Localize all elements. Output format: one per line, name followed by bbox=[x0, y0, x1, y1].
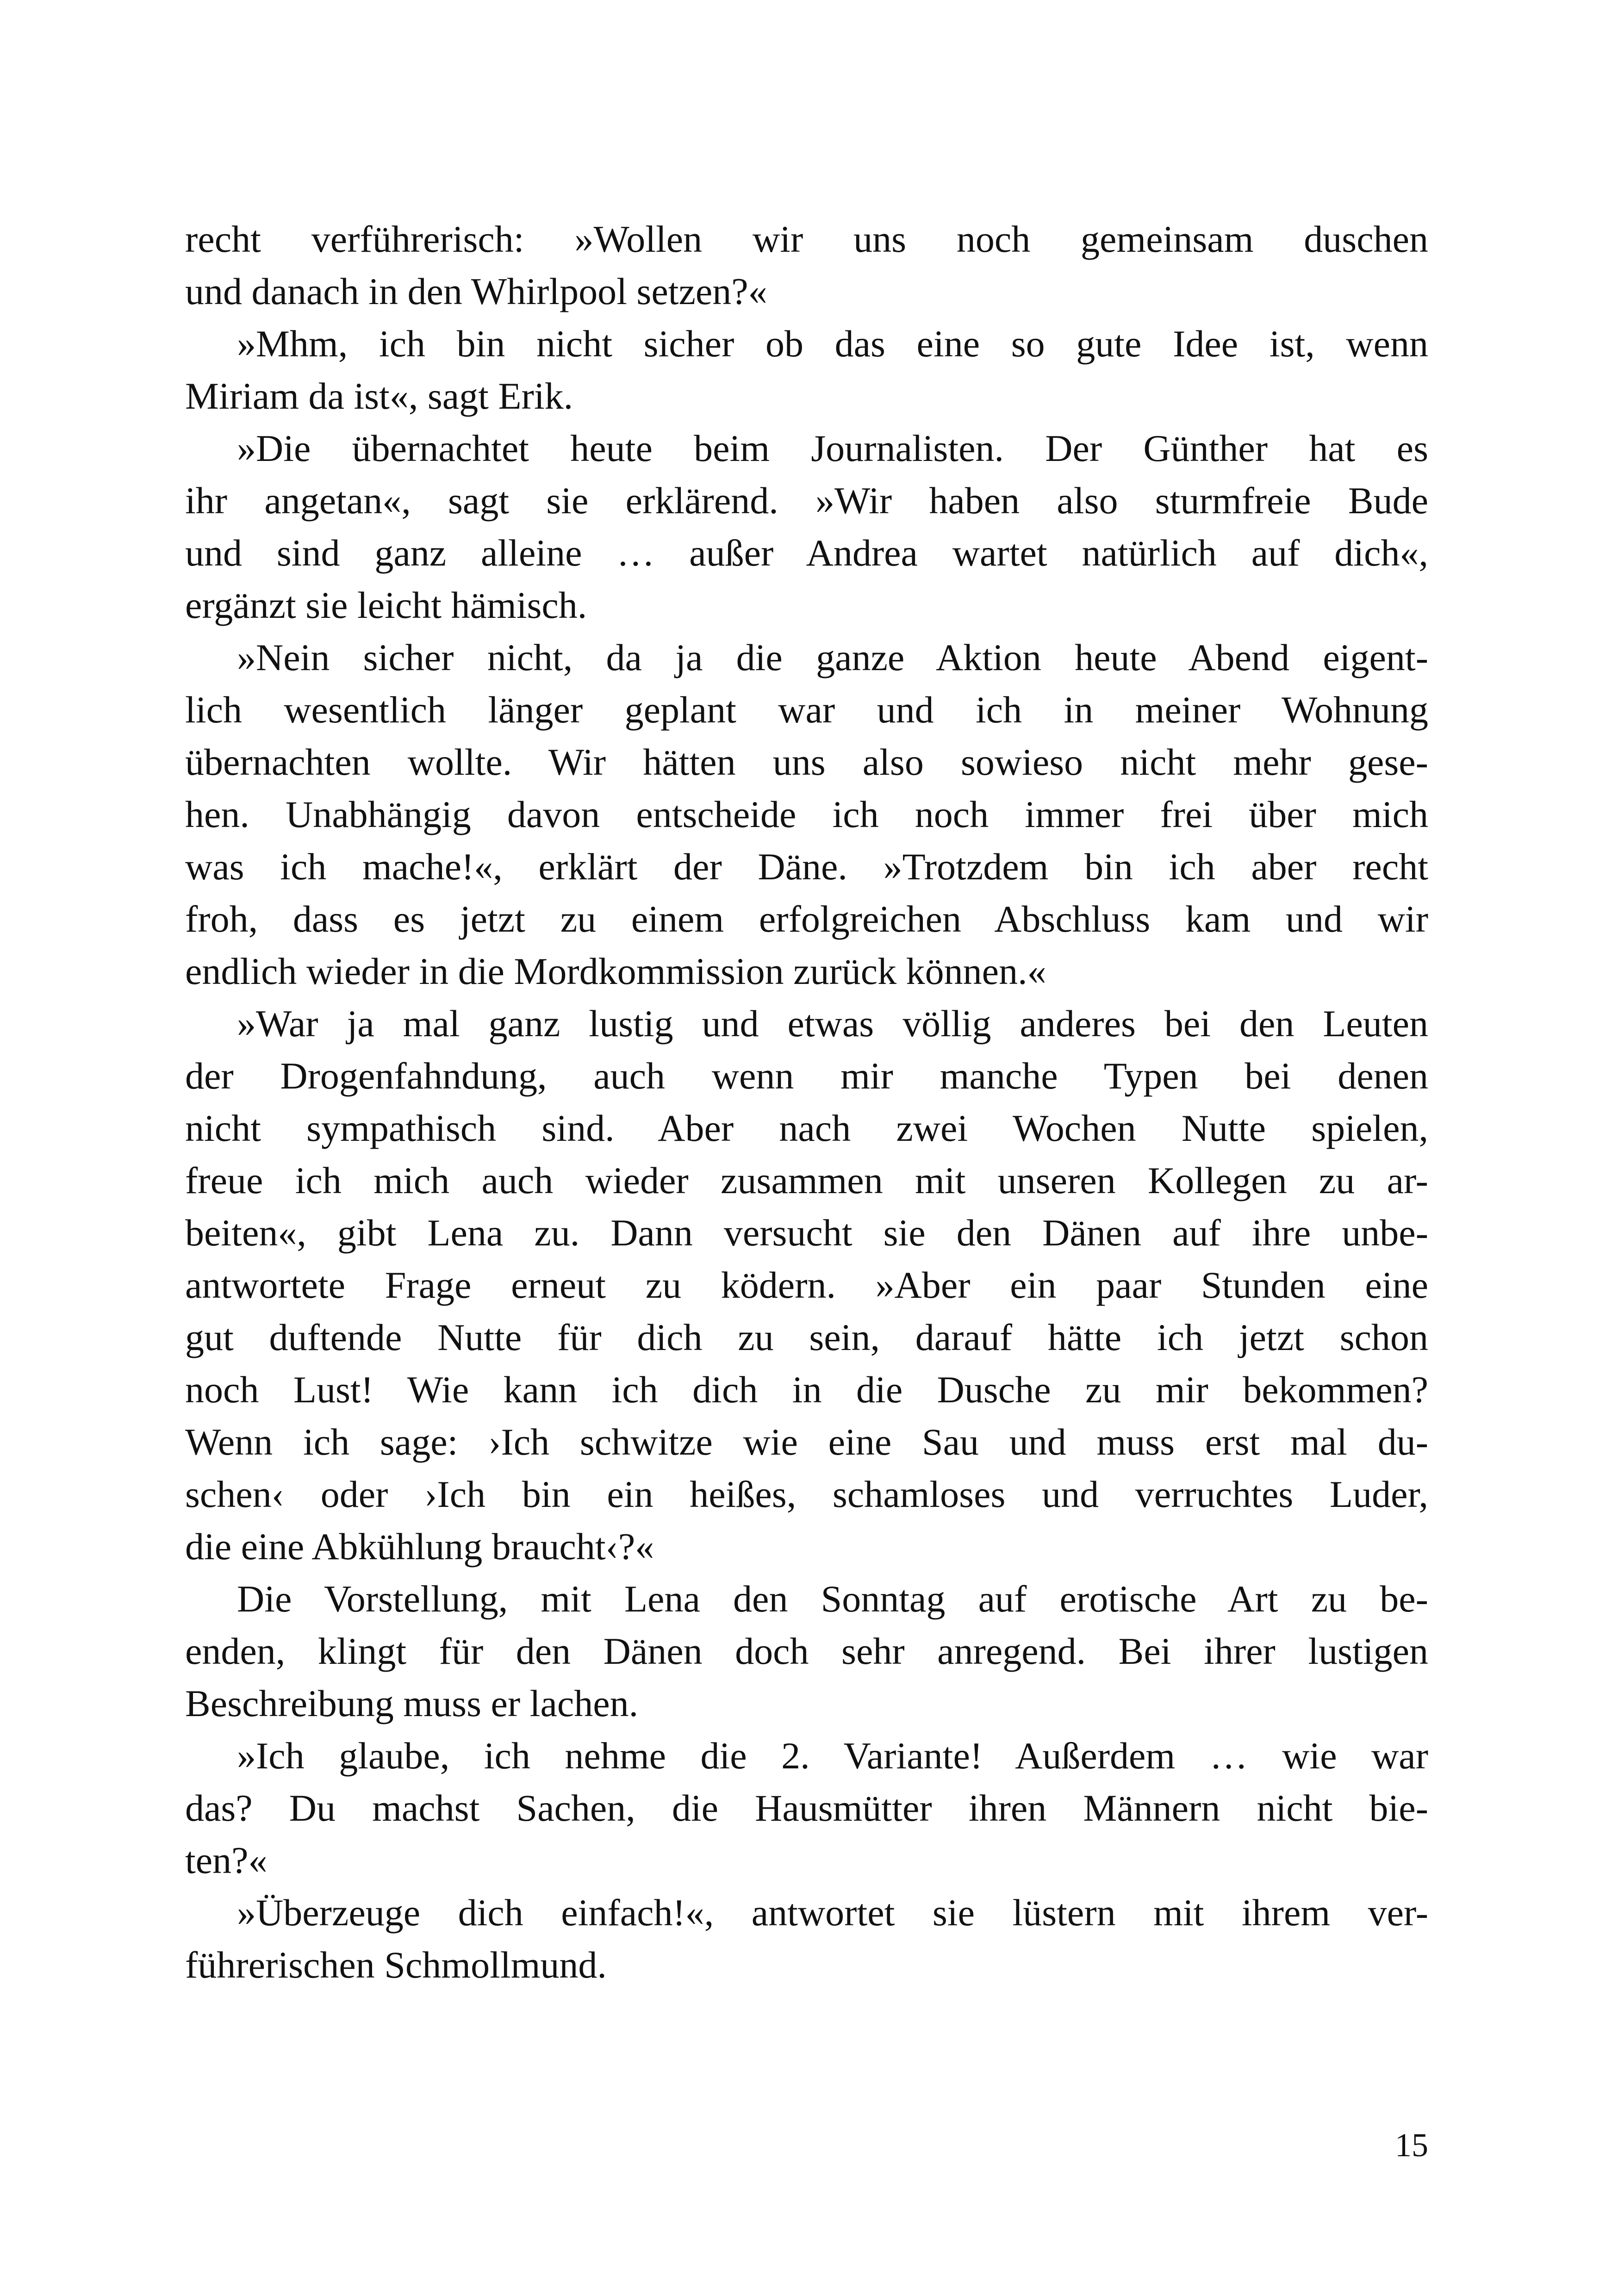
text-line: Wenn ich sage: ›Ich schwitze wie eine Sau und muss erst mal du- bbox=[185, 1421, 1428, 1463]
page-number: 15 bbox=[1395, 2127, 1428, 2164]
text-line: ten?« bbox=[185, 1839, 268, 1881]
text-line: und danach in den Whirlpool setzen?« bbox=[185, 270, 767, 312]
text-line: die eine Abkühlung braucht‹?« bbox=[185, 1525, 654, 1568]
text-line: noch Lust! Wie kann ich dich in die Dusche zu mir bekommen? bbox=[185, 1369, 1428, 1411]
text-line: »Nein sicher nicht, da ja die ganze Aktion heute Abend eigent- bbox=[237, 636, 1428, 678]
text-line: gut duftende Nutte für dich zu sein, darauf hätte ich jetzt schon bbox=[185, 1316, 1428, 1358]
text-line: ihr angetan«, sagt sie erklärend. »Wir haben also sturmfreie Bude bbox=[185, 479, 1428, 522]
text-line: froh, dass es jetzt zu einem erfolgreichen Abschluss kam und wir bbox=[185, 898, 1428, 940]
text-line: antwortete Frage erneut zu ködern. »Aber ein paar Stunden eine bbox=[185, 1264, 1428, 1306]
text-line: nicht sympathisch sind. Aber nach zwei Wochen Nutte spielen, bbox=[185, 1107, 1428, 1149]
text-line: der Drogenfahndung, auch wenn mir manche Typen bei denen bbox=[185, 1055, 1428, 1097]
text-line: schen‹ oder ›Ich bin ein heißes, schamloses und verruchtes Luder, bbox=[185, 1473, 1428, 1515]
text-line: endlich wieder in die Mordkommission zurück können.« bbox=[185, 950, 1046, 992]
text-line: führerischen Schmollmund. bbox=[185, 1944, 607, 1986]
text-line: »Die übernachtet heute beim Journalisten. Der Günther hat es bbox=[237, 427, 1428, 469]
text-line: recht verführerisch: »Wollen wir uns noch gemeinsam duschen bbox=[185, 218, 1428, 260]
text-line: »Ich glaube, ich nehme die 2. Variante! Außerdem … wie war bbox=[237, 1735, 1428, 1777]
text-line: »Überzeuge dich einfach!«, antwortet sie lüstern mit ihrem ver- bbox=[237, 1892, 1428, 1934]
text-line: »Mhm, ich bin nicht sicher ob das eine so gute Idee ist, wenn bbox=[237, 323, 1428, 365]
text-line: ergänzt sie leicht hämisch. bbox=[185, 584, 587, 626]
text-line: enden, klingt für den Dänen doch sehr anregend. Bei ihrer lustigen bbox=[185, 1630, 1428, 1672]
text-line: beiten«, gibt Lena zu. Dann versucht sie den Dänen auf ihre unbe- bbox=[185, 1212, 1428, 1254]
text-line: übernachten wollte. Wir hätten uns also sowieso nicht mehr gese- bbox=[185, 741, 1428, 783]
page-body-text bbox=[185, 213, 1428, 1991]
text-line: lich wesentlich länger geplant war und ich in meiner Wohnung bbox=[185, 689, 1428, 731]
text-line: freue ich mich auch wieder zusammen mit unseren Kollegen zu ar- bbox=[185, 1159, 1428, 1201]
text-line: was ich mache!«, erklärt der Däne. »Trotzdem bin ich aber recht bbox=[185, 846, 1428, 888]
text-line: das? Du machst Sachen, die Hausmütter ihren Männern nicht bie- bbox=[185, 1787, 1428, 1829]
text-line: Beschreibung muss er lachen. bbox=[185, 1682, 639, 1724]
text-line: und sind ganz alleine … außer Andrea wartet natürlich auf dich«, bbox=[185, 532, 1428, 574]
text-line: »War ja mal ganz lustig und etwas völlig anderes bei den Leuten bbox=[237, 1002, 1428, 1045]
text-line: Die Vorstellung, mit Lena den Sonntag auf erotische Art zu be- bbox=[237, 1578, 1428, 1620]
text-line: hen. Unabhängig davon entscheide ich noch immer frei über mich bbox=[185, 793, 1428, 835]
text-line: Miriam da ist«, sagt Erik. bbox=[185, 375, 573, 417]
